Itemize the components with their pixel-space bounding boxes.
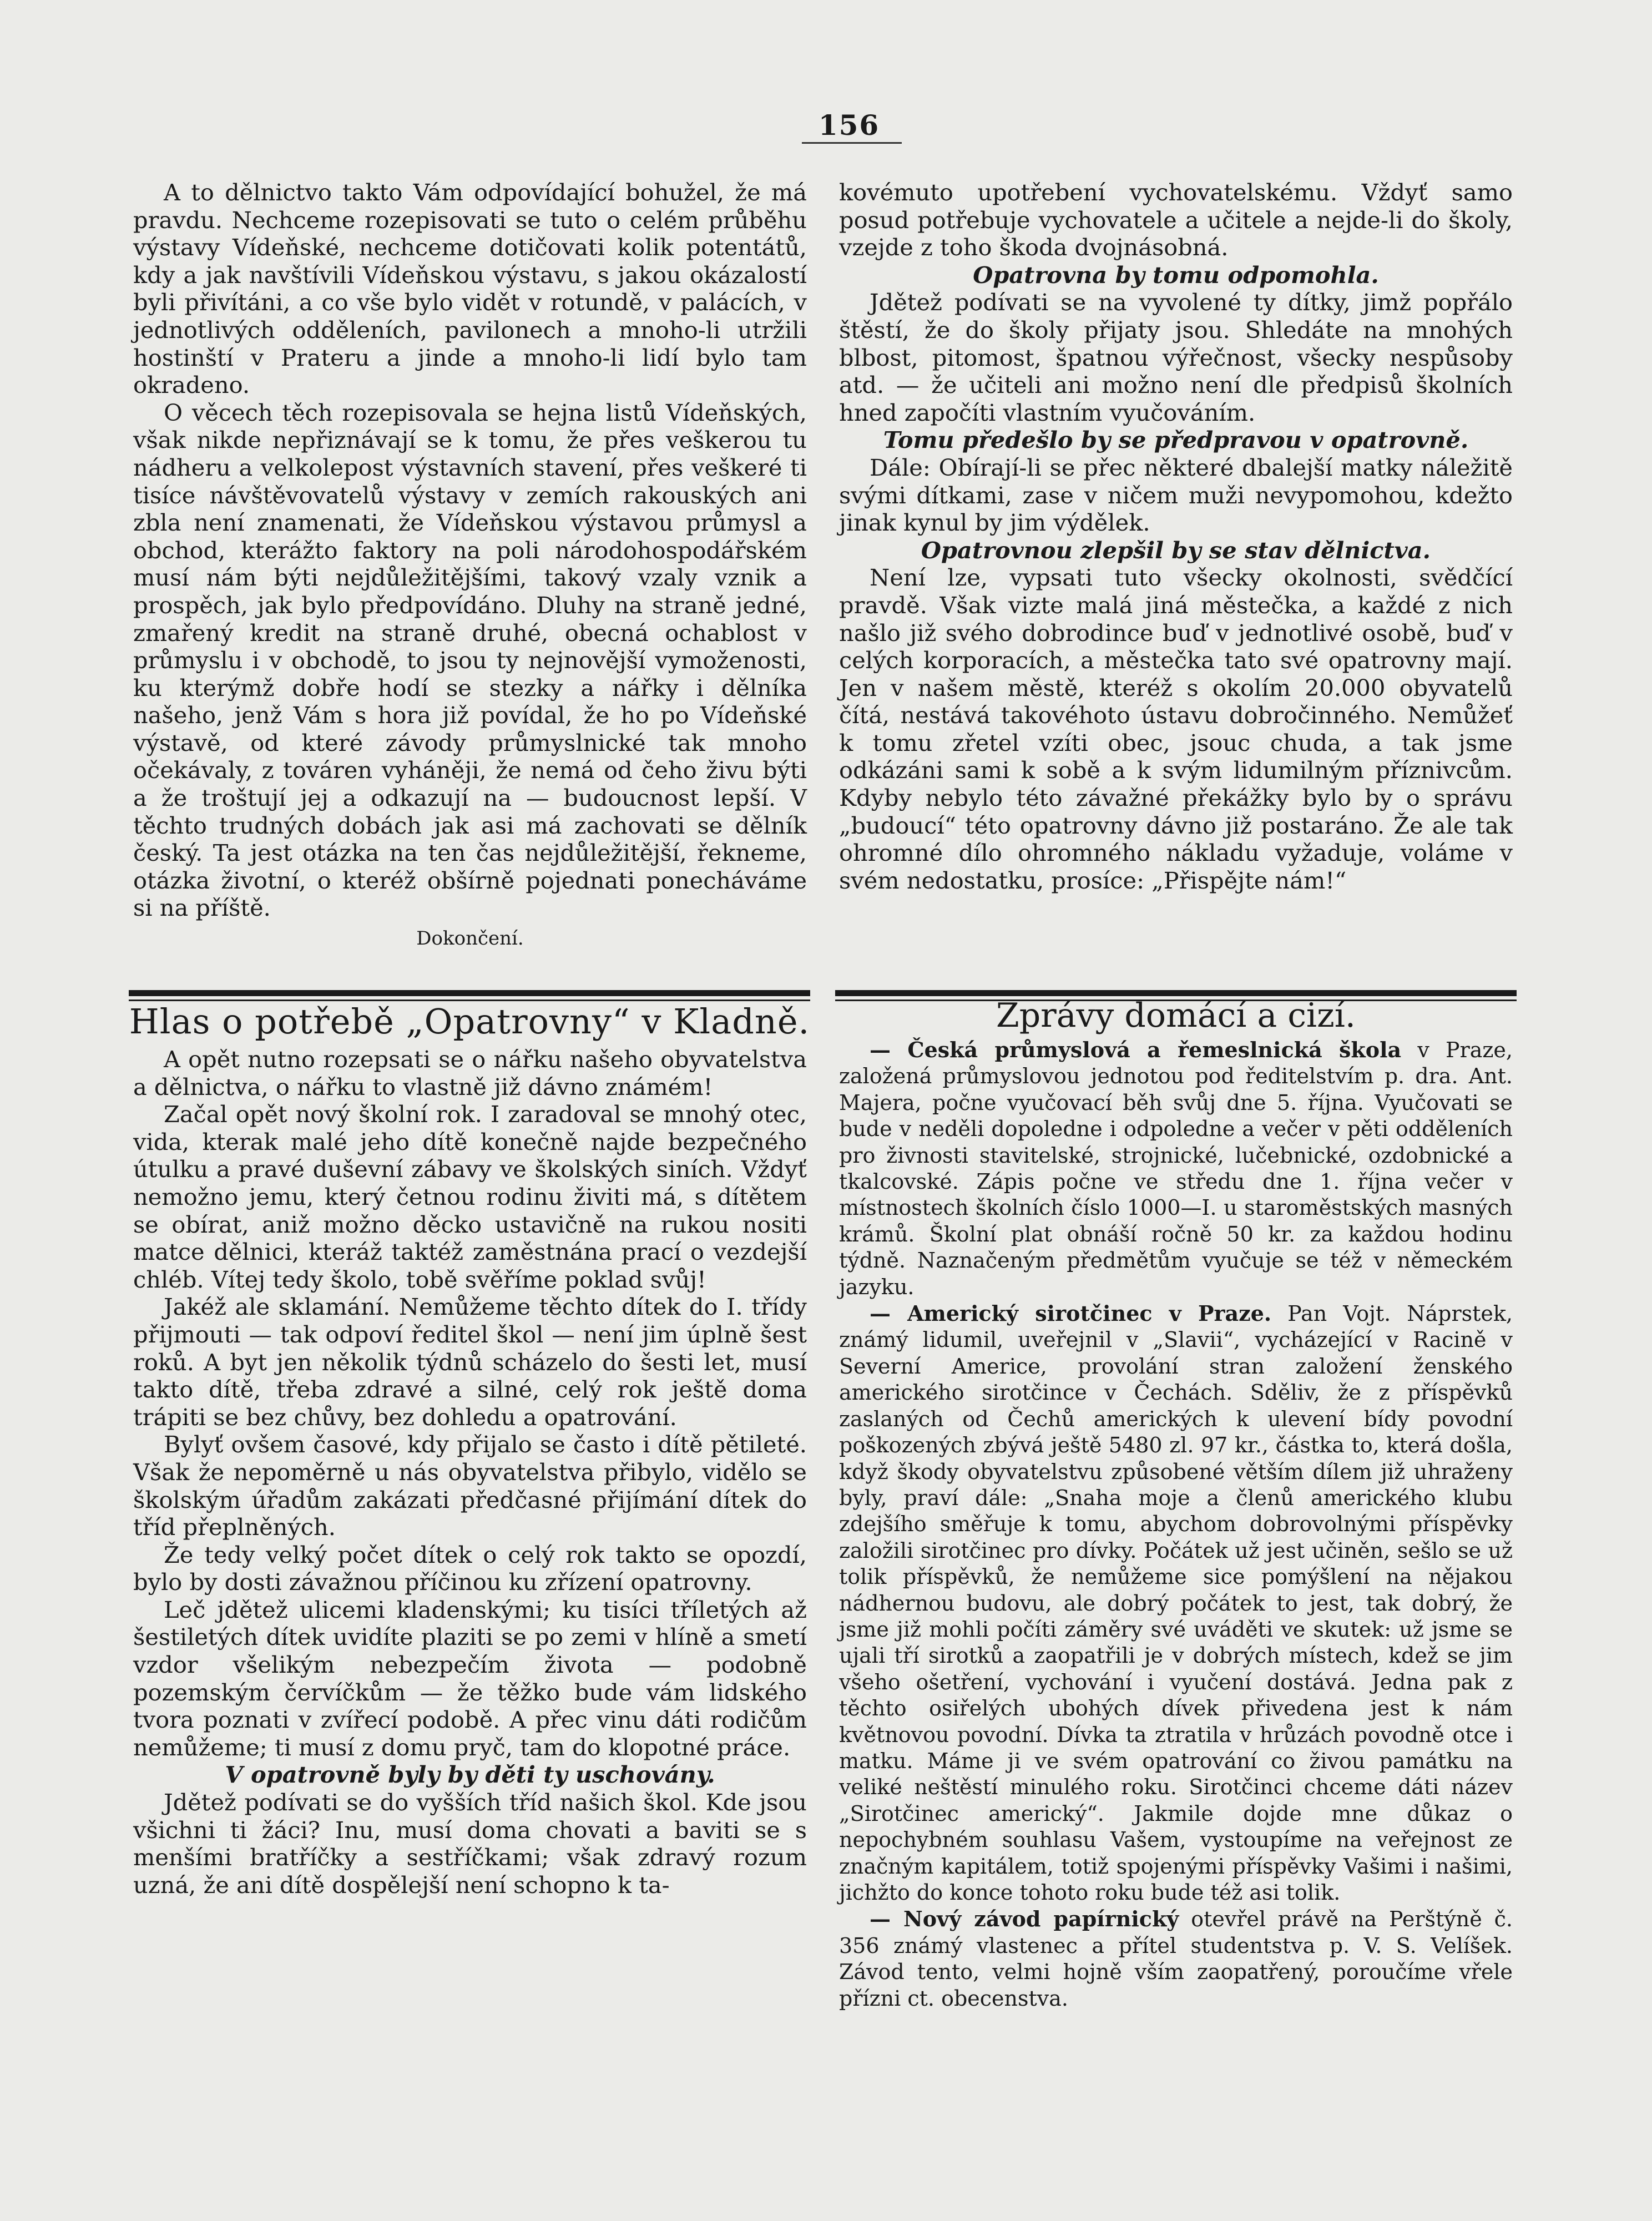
news-item-paper-shop xyxy=(839,1906,1513,2012)
right-top-article xyxy=(839,179,1513,894)
news-item-paper-shop-body: otevřel právě na Perštýně č. 356 známý vlastenec a přítel studentstva p. V. S. Velíšek. Závod tento, velmi hojně vším zaopatřený, poroučíme vřele přízni ct. obecenstva. xyxy=(839,1907,1513,2011)
news-item-orphanage xyxy=(839,1300,1513,1906)
right-subhead-1: Opatrovna by tomu odpomohla. xyxy=(973,261,1379,289)
kladno-paragraph-3: Jakéž ale sklamání. Nemůžeme těchto dítek do I. třídy přijmouti — tak odpoví ředitel škol — není jim úplně šest roků. A byt jen několik týdnů scházelo do šesti let, musí takto dítě, třeba zdravé a silné, celý rok ještě doma trápiti se bez chůvy, bez dohledu a opatrování. xyxy=(133,1293,807,1431)
page-number: 156 xyxy=(818,109,880,142)
right-paragraph-1: kovémuto upotřebení vychovatelskému. Vždyť samo posud potřebuje vychovatele a učitele a nejde-li do školy, vzejde z toho škoda dvojnásobná. xyxy=(839,179,1513,261)
article-heading-kladno: Hlas o potřebě „Opatrovny“ v Kladně. xyxy=(129,1001,810,1042)
signoff: Dokončení. xyxy=(416,927,524,950)
kladno-paragraph-5: Že tedy velký počet dítek o celý rok takto se opozdí, bylo by dosti závažnou příčinou ku zřízení opatrovny. xyxy=(133,1541,807,1596)
news-item-orphanage-body: Pan Vojt. Náprstek, známý lidumil, uveřejnil v „Slavii“, vycházející v Racině v Severní Americe, provolání stran založení ženského amerického sirotčince v Čechách. Sděliv, že z příspěvků zaslaných od Čechů amerických k ulevení bídy povodní poškozených zbývá ještě 5480 zl. 97 kr., částka to, která došla, když škody obyvatelstvu způsobené větším dílem již uhraženy byly, praví dále: „Snaha moje a členů amerického klubu zdejšího směřuje k tomu, abychom dobrovolnými příspěvky založili sirotčinec pro dívky. Počátek už jest učiněn, sešlo se už tolik příspěvků, že nemůžeme sice pomýšlení na nějakou nádhernou budovu, ale dobrý počátek to jest, tak dobrý, že jsme již mohli počíti záměry své uváděti ve skutek: už jsme se ujali tří sirotků a zaopatřili je v dobrých místech, kdež se jim všeho ošetření, vychování i vyučení dostává. Jedna pak z těchto osiřelých ubohých dívek přivedena jest k nám květnovou povodní. Dívka ta ztratila v hrůzách povodně otce i matku. Máme ji ve svém opatrování co živou památku na veliké neštěstí minulého roku. Sirotčinci chceme dáti název „Sirotčinec americký“. Jakmile dojde mne důkaz o nepochybném souhlasu Vašem, vystoupíme na veřejnost ze značným kapitálem, totiž spojenými příspěvky Vašimi i našimi, jichžto do konce tohoto roku bude též asi tolik. xyxy=(839,1301,1513,1905)
kladno-paragraph-7: Jdětež podívati se do vyšších tříd našich škol. Kde jsou všichni ti žáci? Inu, musí doma chovati a baviti se s menšími bratříčky a sestříčkami; však zdravý rozum uzná, že ani dítě dospělejší není schopno k ta- xyxy=(133,1789,807,1899)
news-item-school xyxy=(839,1037,1513,1300)
left-divider-rule xyxy=(129,990,810,996)
kladno-paragraph-4: Bylyť ovšem časové, kdy přijalo se často i dítě pětileté. Však že nepoměrně u nás obyvatelstva přibylo, vidělo se školským úřadům zakázati předčasné přijímání dítek do tříd přeplněných. xyxy=(133,1431,807,1541)
left-top-paragraph-2: O věcech těch rozepisovala se hejna listů Vídeňských, však nikde nepřiznávají se k tomu, že přes veškerou tu nádheru a velkolepost výstavních stavení, přes veškeré ti tisíce návštěvovatelů výstavy v zemích rakouských ani zbla není znamenati, že Vídeňskou výstavou průmysl a obchod, kterážto faktory na poli národohospodářském musí nám býti nejdůležitějšími, takový vzaly vznik a prospěch, jak bylo předpovídáno. Dluhy na straně jedné, zmařený kredit na straně druhé, obecná ochablost v průmyslu i v obchodě, to jsou ty nejnovější vymoženosti, ku kterýmž dobře hodí se stezky a nářky i dělníka našeho, jenž Vám s hora již povídal, že ho po Vídeňské výstavě, od které závody průmyslnické tak mnoho očekávaly, z továren vyháněji, že nemá od čeho živu býti a že troštují jej a odkazují na — budoucnost lepší. V těchto trudných dobách jak asi má zachovati se dělník český. Ta jest otázka na ten čas nejdůležitější, řekneme, otázka životní, o kteréž obšírně pojednati ponecháváme si na příště. xyxy=(133,398,807,922)
right-paragraph-4: Není lze, vypsati tuto všecky okolnosti, svědčící pravdě. Však vizte malá jiná městečka, a každé z nich našlo již svého dobrodince buď v jednotlivé osobě, buď v celých korporacích, a městečka tato své opatrovny mají. Jen v našem městě, kteréž s okolím 20.000 obyvatelů čítá, nestává takovéhoto ústavu dobročinného. Nemůžeť k tomu zřetel vzíti obec, jsouc chuda, a tak jsme odkázáni sami k sobě a k svým lidumilným příznivcům. Kdyby nebylo této závažné překážky bylo by o správu „budoucí“ této opatrovny dávno již postaráno. Že ale tak ohromné dílo ohromného nákladu vyžaduje, voláme v svém nedostatku, prosíce: „Přispějte nám!“ xyxy=(839,564,1513,894)
kladno-paragraph-1: A opět nutno rozepsati se o nářku našeho obyvatelstva a dělnictva, o nářku to vlastně již dávno známém! xyxy=(133,1046,807,1101)
news-body xyxy=(839,1037,1513,2012)
right-subhead-2: Tomu předešlo by se předpravou v opatrovně. xyxy=(883,426,1469,454)
right-subhead-3: Opatrovnou zlepšil by se stav dělnictva. xyxy=(921,536,1431,564)
left-top-article xyxy=(133,179,807,953)
kladno-paragraph-6: Leč jdětež ulicemi kladenskými; ku tisíci tříletých až šestiletých dítek uvidíte plaziti se po zemi v hlíně a smetí vzdor všelikým nebezpečím života — podobně pozemským červíčkům — že těžko bude vám lidského tvora poznati v zvířecí podobě. A přec vinu dáti rodičům nemůžeme; ti musí z domu pryč, tam do klopotné práce. xyxy=(133,1596,807,1761)
news-item-orphanage-title: — Americký sirotčinec v Praze. xyxy=(870,1301,1272,1326)
left-top-paragraph-1: A to dělnictvo takto Vám odpovídající bohužel, že má pravdu. Nechceme rozepisovati se tuto o celém průběhu výstavy Vídeňské, nechceme dotičovati kolik potentátů, kdy a jak navštívili Vídeňskou výstavu, s jakou okázalostí byli přivítáni, a co vše bylo vidět v rotundě, v palácích, v jednotlivých odděleních, pavilonech a mnoho-li utržili hostinští v Prateru a jinde a mnoho-li lidí bylo tam okradeno. xyxy=(133,179,807,399)
left-article-body xyxy=(133,1046,807,1899)
right-paragraph-3: Dále: Obírají-li se přec některé dbalejší matky náležitě svými dítkami, zase v ničem muži nevypomohou, kdežto jinak kynul by jim výdělek. xyxy=(839,453,1513,537)
kladno-paragraph-2: Začal opět nový školní rok. I zaradoval se mnohý otec, vida, kterak malé jeho dítě konečně najde bezpečného útulku a pravé duševní zábavy ve školských siních. Vždyť nemožno jemu, který četnou rodinu živiti má, s dítětem se obírat, aniž možno děcko ustavičně na rukou nositi matce dělnici, kteráž taktéž zaměstnána prací o vezdejší chléb. Vítej tedy školo, tobě svěříme poklad svůj! xyxy=(133,1101,807,1293)
kladno-subhead: V opatrovně byly by děti ty uschovány. xyxy=(225,1761,715,1789)
right-paragraph-2: Jdětež podívati se na vyvolené ty dítky, jimž popřálo štěstí, že do školy přijaty jsou. Shledáte na mnohých blbost, pitomost, špatnou výřečnost, všecky nespůsoby atd. — že učiteli ani možno není dle předpisů školních hned započíti vlastním vyučováním. xyxy=(839,289,1513,426)
page-number-rule xyxy=(802,142,902,144)
news-item-school-title: — Česká průmyslová a řemeslnická škola xyxy=(870,1037,1402,1062)
right-divider-rule xyxy=(835,990,1517,996)
news-item-paper-shop-title: — Nový závod papírnický xyxy=(870,1906,1179,1932)
news-item-school-body: v Praze, založená průmyslovou jednotou pod ředitelstvím p. dra. Ant. Majera, počne vyučovací běh svůj dne 5. října. Vyučovati se bude v neděli dopoledne i odpoledne a večer v pěti odděleních pro živnosti stavitelské, strojnické, lučebnické, ozdobnické a tkalcovské. Zápis počne ve středu dne 1. října večer v místnostech školních číslo 1000—I. u staroměstských masných krámů. Školní plat obnáší ročně 50 kr. za každou hodinu týdně. Naznačeným předmětům vyučuje se též v německém jazyku. xyxy=(839,1038,1513,1299)
news-heading: Zprávy domácí a cizí. xyxy=(996,996,1356,1035)
